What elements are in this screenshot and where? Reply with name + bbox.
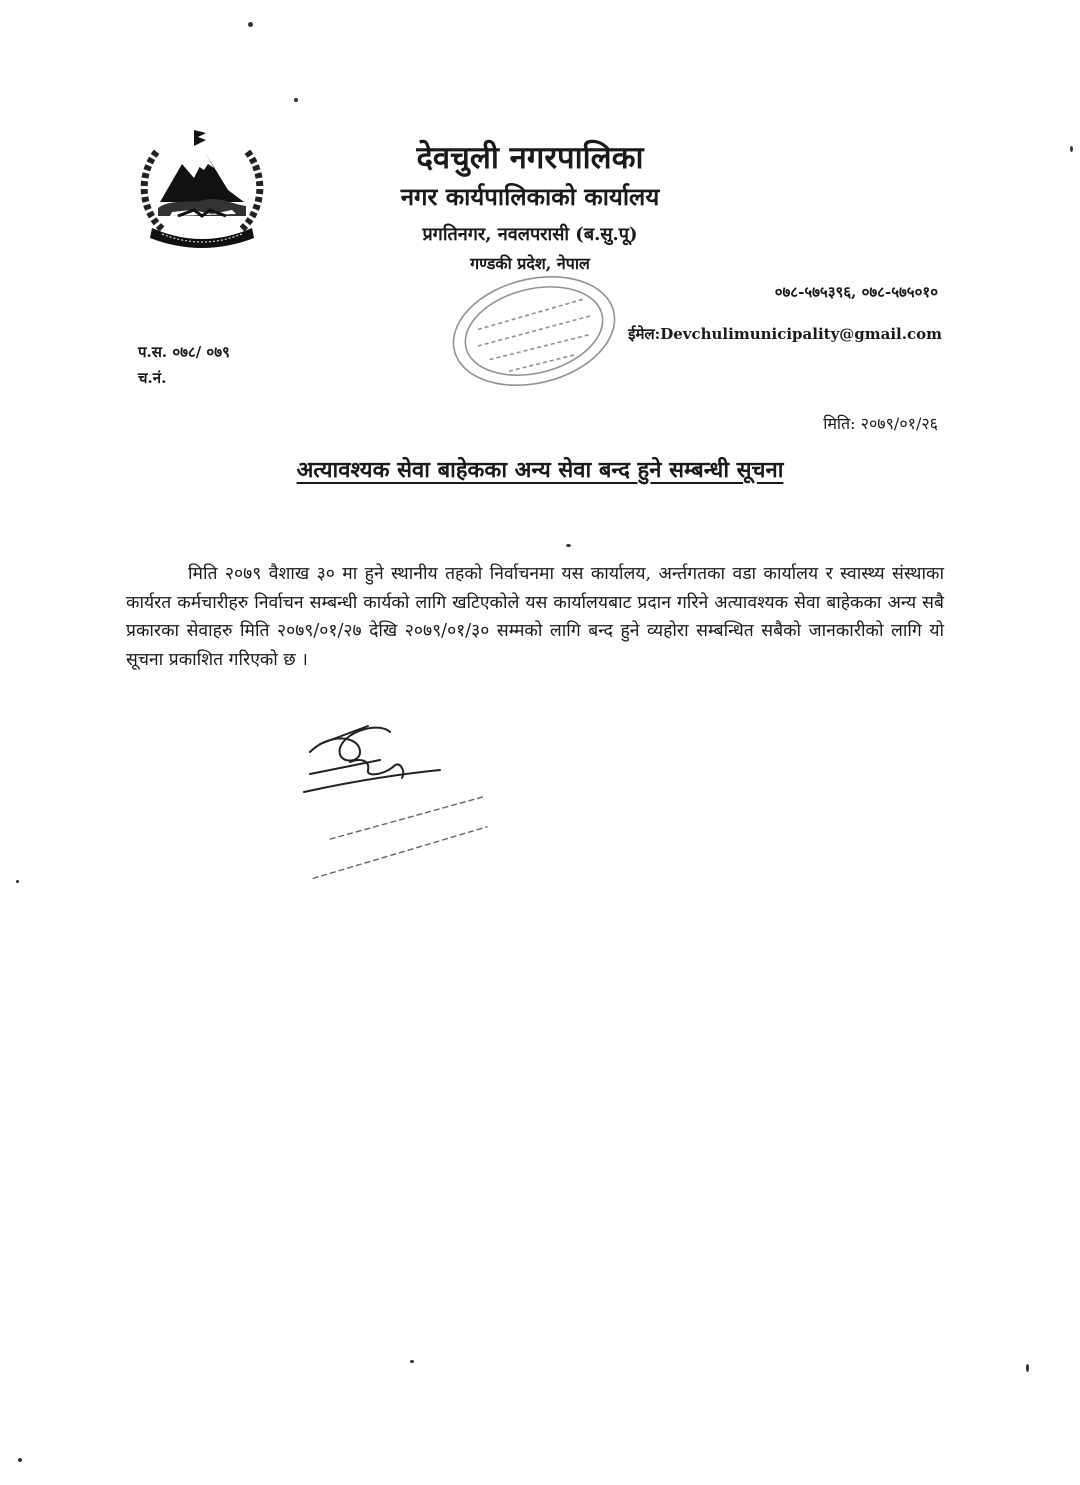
dispatch-number: च.नं.	[138, 369, 167, 387]
contact-email: ईमेल:Devchulimunicipality@gmail.com	[628, 325, 942, 343]
scan-speck	[16, 880, 19, 883]
scan-speck	[18, 1458, 22, 1462]
scan-speck	[1026, 1364, 1029, 1372]
handwritten-signature-icon	[290, 712, 510, 884]
office-address: प्रगतिनगर, नवलपरासी (ब.सु.पू)	[422, 224, 638, 245]
reference-number: प.स. ०७८/ ०७९	[138, 343, 230, 361]
office-province: गण्डकी प्रदेश, नेपाल	[470, 254, 590, 273]
scan-speck	[248, 22, 253, 27]
office-name: नगर कार्यपालिकाको कार्यालय	[400, 182, 660, 211]
office-seal-icon	[440, 268, 628, 394]
notice-subject	[0, 454, 1080, 484]
scan-speck	[410, 1360, 414, 1363]
organization-name: देवचुली नगरपालिका	[416, 140, 644, 176]
notice-body: मिति २०७९ वैशाख ३० मा हुने स्थानीय तहको निर्वाचनमा यस कार्यालय, अर्न्तगतका वडा कार्यालय र स्वास्थ्य संस्थाका कार्यरत कर्मचारीहरु निर्वाचन सम्बन्धी कार्यको लागि खटिएकोले यस कार्यालयबाट प्रदान गरिने अत्यावश्यक सेवा बाहेकका अन्य सबै प्रकारका सेवाहरु मिति २०७९/०१/२७ देखि २०७९/०१/३० सम्मको लागि बन्द हुने व्यहोरा सम्बन्धित सबैको जानकारीको लागि यो सूचना प्रकाशित गरिएको छ ।	[126, 564, 944, 670]
scan-speck	[294, 98, 298, 102]
scan-speck	[566, 544, 571, 547]
nepal-emblem-icon	[132, 124, 272, 252]
letter-date: मिति: २०७९/०१/२६	[823, 414, 938, 433]
scan-speck	[1070, 146, 1073, 152]
notice-subject-text: अत्यावश्यक सेवा बाहेकका अन्य सेवा बन्द हुने सम्बन्धी सूचना	[296, 457, 784, 483]
contact-phones: ०७८-५७५३९६, ०७८-५७५०१०	[774, 283, 938, 301]
